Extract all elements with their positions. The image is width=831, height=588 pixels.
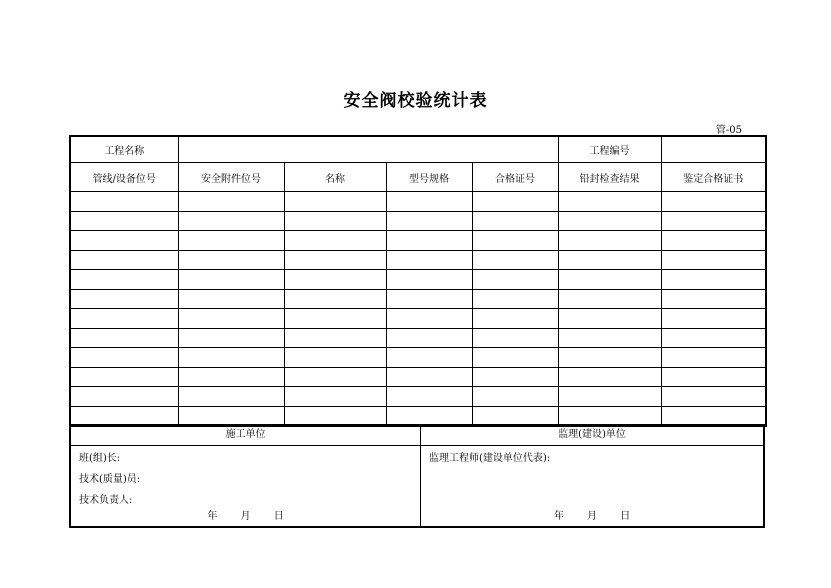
table-cell[interactable] xyxy=(558,406,661,426)
table-cell[interactable] xyxy=(472,348,558,368)
table-cell[interactable] xyxy=(386,250,472,270)
table-row xyxy=(70,231,766,251)
supervisor-block xyxy=(421,425,763,526)
column-header-row xyxy=(70,163,766,192)
tech-lead-label: 技术负责人: xyxy=(79,495,133,506)
table-cell[interactable] xyxy=(70,348,178,368)
table-cell[interactable] xyxy=(178,406,284,426)
table-cell[interactable] xyxy=(284,348,386,368)
table-cell[interactable] xyxy=(558,328,661,348)
table-row xyxy=(70,406,766,426)
contractor-header: 施工单位 xyxy=(71,425,420,446)
table-cell[interactable] xyxy=(284,367,386,387)
contractor-block xyxy=(71,425,421,526)
table-cell[interactable] xyxy=(661,348,766,368)
table-cell[interactable] xyxy=(284,309,386,329)
table-cell[interactable] xyxy=(70,406,178,426)
table-cell[interactable] xyxy=(284,192,386,212)
table-row xyxy=(70,328,766,348)
table-cell[interactable] xyxy=(284,211,386,231)
signature-section xyxy=(69,424,765,528)
table-cell[interactable] xyxy=(661,192,766,212)
table-cell[interactable] xyxy=(178,192,284,212)
table-cell[interactable] xyxy=(70,270,178,290)
form-code: 管-05 xyxy=(715,125,742,136)
table-cell[interactable] xyxy=(472,406,558,426)
table-cell[interactable] xyxy=(70,211,178,231)
date-month: 月 xyxy=(587,511,597,522)
table-cell[interactable] xyxy=(178,367,284,387)
table-cell[interactable] xyxy=(661,387,766,407)
table-cell[interactable] xyxy=(558,348,661,368)
table-cell[interactable] xyxy=(284,289,386,309)
col-header: 安全附件位号 xyxy=(178,163,284,192)
table-cell[interactable] xyxy=(178,231,284,251)
table-cell[interactable] xyxy=(386,309,472,329)
table-cell[interactable] xyxy=(472,192,558,212)
table-cell[interactable] xyxy=(472,289,558,309)
date-day: 日 xyxy=(620,511,631,522)
table-cell[interactable] xyxy=(386,270,472,290)
table-cell[interactable] xyxy=(386,211,472,231)
table-cell[interactable] xyxy=(661,250,766,270)
table-row xyxy=(70,192,766,212)
table-cell[interactable] xyxy=(472,270,558,290)
table-row xyxy=(70,348,766,368)
table-cell[interactable] xyxy=(386,387,472,407)
table-cell[interactable] xyxy=(386,289,472,309)
table-cell[interactable] xyxy=(178,348,284,368)
table-cell[interactable] xyxy=(70,192,178,212)
table-cell[interactable] xyxy=(386,328,472,348)
date-year: 年 xyxy=(553,511,564,522)
table-cell[interactable] xyxy=(284,270,386,290)
table-cell[interactable] xyxy=(284,387,386,407)
supervisor-header: 监理(建设)单位 xyxy=(421,425,763,446)
table-row xyxy=(70,367,766,387)
table-row xyxy=(70,211,766,231)
project-no-field[interactable] xyxy=(661,136,766,163)
col-header: 鉴定合格证书 xyxy=(661,163,766,192)
table-cell[interactable] xyxy=(178,328,284,348)
table-cell[interactable] xyxy=(558,289,661,309)
date-month: 月 xyxy=(240,511,251,522)
table-cell[interactable] xyxy=(558,192,661,212)
table-cell[interactable] xyxy=(661,367,766,387)
table-cell[interactable] xyxy=(661,211,766,231)
table-cell[interactable] xyxy=(558,211,661,231)
table-cell[interactable] xyxy=(661,289,766,309)
project-no-label: 工程编号 xyxy=(558,136,661,163)
contractor-date xyxy=(71,507,420,522)
table-cell[interactable] xyxy=(178,211,284,231)
table-cell[interactable] xyxy=(472,250,558,270)
project-name-field[interactable] xyxy=(178,136,558,163)
col-header: 铅封检查结果 xyxy=(558,163,661,192)
table-cell[interactable] xyxy=(661,406,766,426)
table-cell[interactable] xyxy=(386,348,472,368)
form-title: 安全阀校验统计表 xyxy=(343,91,488,111)
valve-table xyxy=(69,135,767,427)
table-cell[interactable] xyxy=(661,270,766,290)
table-cell[interactable] xyxy=(386,192,472,212)
quality-tech-label: 技术(质量)员: xyxy=(79,474,141,485)
table-cell[interactable] xyxy=(472,211,558,231)
table-cell[interactable] xyxy=(661,328,766,348)
table-cell[interactable] xyxy=(472,328,558,348)
table-cell[interactable] xyxy=(386,406,472,426)
table-row xyxy=(70,309,766,329)
table-cell[interactable] xyxy=(178,309,284,329)
table-cell[interactable] xyxy=(558,231,661,251)
table-cell[interactable] xyxy=(284,250,386,270)
table-cell[interactable] xyxy=(558,309,661,329)
col-header: 名称 xyxy=(284,163,386,192)
col-header: 型号规格 xyxy=(386,163,472,192)
table-cell[interactable] xyxy=(472,367,558,387)
table-cell[interactable] xyxy=(178,289,284,309)
table-cell[interactable] xyxy=(472,309,558,329)
table-cell[interactable] xyxy=(178,270,284,290)
col-header: 合格证号 xyxy=(472,163,558,192)
table-cell[interactable] xyxy=(70,387,178,407)
table-cell[interactable] xyxy=(661,309,766,329)
table-cell[interactable] xyxy=(70,328,178,348)
table-row xyxy=(70,270,766,290)
date-day: 日 xyxy=(273,511,284,522)
table-cell[interactable] xyxy=(558,270,661,290)
table-cell[interactable] xyxy=(70,289,178,309)
table-cell[interactable] xyxy=(284,406,386,426)
table-row xyxy=(70,250,766,270)
table-cell[interactable] xyxy=(386,231,472,251)
table-cell[interactable] xyxy=(70,250,178,270)
table-row xyxy=(70,387,766,407)
table-cell[interactable] xyxy=(558,367,661,387)
table-cell[interactable] xyxy=(70,367,178,387)
col-header: 管线/设备位号 xyxy=(70,163,178,192)
table-cell[interactable] xyxy=(661,231,766,251)
table-cell[interactable] xyxy=(558,387,661,407)
table-cell[interactable] xyxy=(386,367,472,387)
date-year: 年 xyxy=(207,511,218,522)
table-cell[interactable] xyxy=(70,231,178,251)
table-cell[interactable] xyxy=(472,231,558,251)
supervisor-date xyxy=(421,507,763,522)
table-cell[interactable] xyxy=(178,387,284,407)
table-cell[interactable] xyxy=(284,231,386,251)
table-cell[interactable] xyxy=(284,328,386,348)
table-cell[interactable] xyxy=(70,309,178,329)
table-cell[interactable] xyxy=(472,387,558,407)
table-cell[interactable] xyxy=(178,250,284,270)
table-cell[interactable] xyxy=(558,250,661,270)
team-leader-label: 班(组)长: xyxy=(79,453,121,464)
table-row xyxy=(70,289,766,309)
project-name-label: 工程名称 xyxy=(70,136,178,163)
supervisor-engineer-label: 监理工程师(建设单位代表): xyxy=(429,453,551,464)
